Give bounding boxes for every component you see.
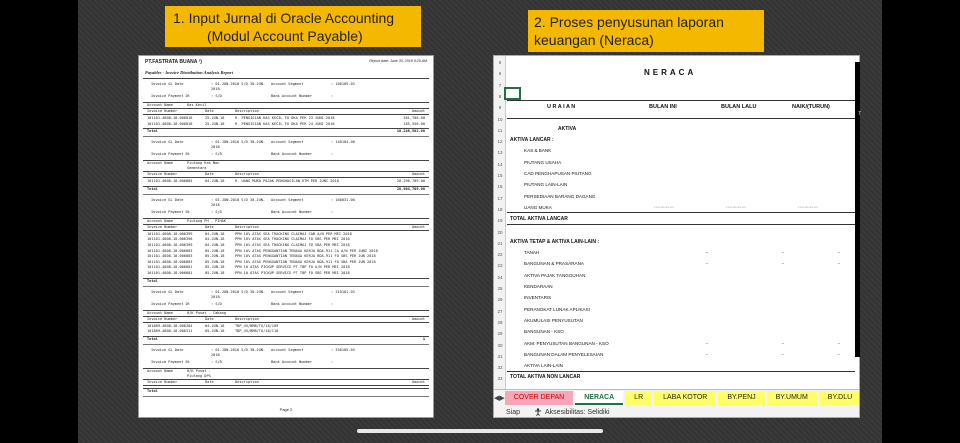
line-item[interactable]: TANAH	[524, 250, 540, 256]
account-field: Account Name	[147, 161, 173, 166]
line-item[interactable]: PIUTANG USAHA	[524, 159, 562, 165]
total-amount: 1	[422, 336, 425, 341]
row-cell: 101101.4808-18.006803	[147, 259, 193, 264]
meta-field: : 160031.00	[331, 197, 355, 202]
accessibility-status[interactable]	[534, 408, 610, 416]
row-number[interactable]: 24	[497, 274, 503, 280]
row-cell: 04-JUN-18	[205, 237, 225, 242]
row-cell: R. PENGISIAN KAS KECIL FO DKA PER 24 JUNI 2018	[235, 121, 335, 126]
total-amount: 28,904,709.00	[396, 186, 425, 191]
row-cell	[385, 271, 425, 276]
account-field: Account Name	[147, 310, 173, 315]
column-label: Invoice Number	[147, 172, 178, 177]
column-label: Amount	[412, 172, 425, 177]
caption-right-line2: keuangan (Neraca)	[534, 32, 654, 48]
row-cell	[385, 324, 425, 329]
selected-cell[interactable]	[504, 87, 521, 100]
meta-field: Invoice Payment Dt	[151, 209, 190, 214]
row-cell: 05-JUN-18	[205, 265, 225, 270]
row-cell: TBP_45/BMB/TU/18/109	[235, 323, 279, 328]
row-cell: 04-JUN-18	[205, 242, 225, 247]
account-field	[227, 103, 307, 108]
account-field	[227, 369, 307, 379]
line-item[interactable]: PIUTANG LAIN-LAIN	[524, 182, 568, 188]
row-number[interactable]: 32	[497, 365, 503, 371]
value-naik-turun: x,xxx,xxx,xxx,xxx	[798, 205, 818, 209]
meta-field: Invoice GL Date	[151, 82, 184, 86]
header-uraian: U R A I A N	[547, 104, 576, 110]
page-number: Page 2	[279, 407, 293, 412]
sheet-title: NERACA	[644, 68, 697, 77]
table-row	[143, 243, 429, 248]
invoice-meta	[143, 289, 429, 301]
row-number[interactable]: 8	[498, 93, 502, 99]
invoice-meta	[143, 347, 429, 359]
account-field: H/K Pusat - Piutang DPS	[187, 368, 211, 378]
account-field	[307, 369, 425, 379]
sheet-tab[interactable]: NERACA	[575, 391, 623, 405]
window-edge	[855, 62, 860, 357]
column-label: Date	[205, 109, 214, 113]
account-field	[307, 103, 425, 108]
line-item[interactable]: AKM. PENYUSUTAN BANGUNAN - KSO	[524, 340, 609, 346]
row-number[interactable]: 17	[497, 195, 503, 201]
invoice-meta-2	[143, 151, 429, 158]
row-cell: 25-JUN-18	[205, 121, 225, 126]
accessibility-icon	[534, 408, 542, 416]
meta-field: Invoice Payment Dt	[151, 152, 190, 157]
row-number[interactable]: 23	[497, 263, 503, 269]
meta-field: : S/D	[211, 94, 222, 98]
meta-field: Invoice GL Date	[151, 140, 184, 145]
row-number[interactable]: 12	[497, 139, 503, 145]
meta-field: : 01-JUN-2018 S/D 30-JUN-2018	[211, 82, 266, 91]
dash-value: -	[782, 250, 784, 257]
invoice-block	[143, 289, 429, 345]
line-item[interactable]: KENDARAAN	[524, 284, 553, 289]
value-bulan-lalu: x,xxx,xxx,xxx,xxx	[726, 205, 746, 209]
row-cell: 101101.4808-18.006818	[147, 116, 193, 120]
row-cell: 05-JUN-18	[205, 254, 225, 259]
status-ready: Siap	[506, 408, 521, 416]
row-cell: PPN 10% ATAS PENGGANTIAN TENAGA KERJA BOA-911 FO SBS PER JUN 2018	[235, 254, 376, 259]
row-cell: R. PENGISIAN KAS KECIL FO DKA PER 23 JUNI 2018	[235, 116, 335, 120]
caption-oracle-input	[165, 6, 421, 47]
table-row	[143, 265, 429, 270]
row-number[interactable]: 9	[498, 105, 502, 111]
meta-field: : 01-JUN-2018 S/D 30-JUN-2018	[211, 140, 266, 150]
invoice-block	[143, 81, 429, 137]
tab-scroll-right-icon[interactable]: ▶	[499, 394, 505, 402]
caption-left-line2: (Modul Account Payable)	[207, 28, 363, 44]
line-item[interactable]: AKTIVA PAJAK TANGGUHAN	[524, 272, 586, 278]
meta-field: Invoice Payment Dt	[151, 301, 190, 306]
invoice-block	[143, 139, 429, 195]
line-item[interactable]: BANGUNAN DALAM PENYELESAIAN	[524, 351, 604, 357]
table-row	[143, 179, 429, 184]
account-field	[307, 161, 425, 171]
header-bulan-lalu: BULAN LALU	[721, 104, 757, 110]
account-header	[143, 368, 429, 380]
meta-field: Invoice GL Date	[151, 197, 184, 202]
column-label: Description	[235, 172, 259, 177]
account-field: Piutang PH - PIHAK	[187, 218, 226, 223]
account-field: Account Name	[147, 103, 173, 107]
row-cell: 101101.4808-18.006399	[147, 231, 193, 236]
meta-field: Invoice GL Date	[151, 289, 184, 294]
row-cell: 05-JUN-18	[205, 270, 225, 275]
meta-field: Bank Account Number	[271, 152, 313, 157]
account-header	[143, 102, 429, 109]
column-header	[143, 172, 429, 178]
row-cell	[385, 243, 425, 248]
row-cell: 04-JUN-18	[205, 323, 225, 328]
column-label: Invoice Number	[147, 109, 178, 113]
row-cell: 05-JUN-18	[205, 248, 225, 253]
row-number[interactable]: 14	[497, 161, 503, 167]
header-rule-bottom	[507, 118, 855, 119]
row-cell	[385, 260, 425, 265]
row-cell: 185,556.00	[403, 121, 425, 126]
row-number[interactable]: 33	[497, 376, 503, 382]
meta-field: : S/D	[211, 209, 222, 214]
row-number[interactable]: 11	[497, 127, 503, 133]
sheet-tab[interactable]: BY.UMUM	[767, 391, 817, 405]
column-label: Date	[205, 172, 214, 177]
report-timestamp: Report date: June 30, 2018 9:29 AM	[369, 59, 427, 63]
row-cell	[385, 232, 425, 237]
row-cell: PPN 10 ATAS PICKUP SERVICE PT TBP FO SBS PER MEI 2018	[235, 270, 350, 275]
row-number[interactable]: 31	[497, 353, 503, 359]
meta-field: : S/D	[211, 359, 222, 364]
total-lancar-rule-2	[507, 224, 855, 225]
dash-value: -	[838, 340, 840, 347]
invoice-total: Total 28,904,709.00	[143, 186, 429, 192]
meta-field: : S/D	[211, 301, 222, 306]
account-field: Kas Kecil	[187, 103, 207, 107]
row-cell: 28,296,709.00	[396, 179, 425, 184]
meta-field: Invoice Payment Dt	[151, 359, 190, 364]
row-number[interactable]: 5	[498, 60, 502, 65]
row-cell: 101101.4808-18.006805	[147, 179, 193, 184]
row-cell: PPN 10% ATAS SEA TRACKING CLAIMAJ FO SBS PER MEI 2018	[235, 237, 350, 242]
table-row	[143, 122, 429, 127]
row-number[interactable]: 10	[497, 116, 503, 122]
invoice-total: Total	[143, 388, 429, 394]
row-number[interactable]: 28	[497, 319, 503, 325]
dash-value: -	[706, 250, 708, 257]
row-number[interactable]: 13	[497, 150, 503, 156]
table-row	[143, 329, 429, 334]
column-header	[143, 225, 429, 231]
meta-field: Invoice GL Date	[151, 347, 184, 352]
dash-value: -	[838, 250, 840, 257]
column-label: Description	[235, 109, 259, 113]
dash-value: -	[782, 351, 784, 358]
row-cell: PPN 10% ATAS SEA TRACKING CLAIMAJ FO SBA PER MEI 2018	[235, 242, 350, 247]
account-header	[143, 310, 429, 317]
row-cell: 101101.4808-18.006803	[147, 248, 193, 253]
invoice-meta	[143, 81, 429, 93]
account-header	[143, 218, 429, 225]
column-label: Date	[205, 316, 214, 321]
oracle-report-document	[138, 55, 434, 418]
column-header	[143, 380, 429, 386]
edge-digit: 7	[858, 111, 861, 117]
aktiva-heading: AKTIVA	[558, 125, 577, 132]
row-cell: 101101.4808-18.006818	[147, 121, 193, 126]
sheet-tab[interactable]: COVER DEPAN	[505, 391, 573, 405]
row-cell: 05-JUN-18	[205, 259, 225, 264]
meta-field: : 100105.03	[331, 82, 355, 86]
row-cell: 101809.4808-18.006311	[147, 329, 193, 334]
meta-field: : S/D	[211, 152, 222, 157]
column-label: Amount	[412, 224, 425, 229]
account-header	[143, 160, 429, 172]
row-cell: 101101.4808-18.006803	[147, 254, 193, 259]
meta-field: : 01-JUN-2018 S/D 30-JUN-2018	[211, 197, 266, 207]
line-item[interactable]: BANGUNAN & PRASARANA	[524, 261, 584, 267]
line-item[interactable]: AKUMULASI PENYUSUTAN	[524, 317, 583, 323]
meta-field: Account Segment	[271, 289, 304, 294]
row-cell: PPN 10% ATAS SEA TRACKING CLAIMAJ CAB A/N PER MEI 2018	[235, 231, 352, 236]
meta-field: Bank Account Number	[271, 301, 313, 306]
meta-field: Bank Account Number	[271, 359, 313, 364]
account-field: Account Name	[147, 368, 173, 373]
meta-field: Bank Account Number	[271, 94, 313, 98]
line-item[interactable]: BANGUNAN - KSO	[524, 329, 564, 335]
report-title: Payables - Invoice Distribution Analysis Report	[145, 70, 233, 75]
account-field	[307, 219, 425, 224]
column-label: Amount	[412, 379, 425, 384]
meta-field: : 01-JUN-2018 S/D 30-JUN-2018	[211, 347, 266, 357]
table-row	[143, 237, 429, 242]
tab-scroll-left-icon[interactable]: ◀	[494, 394, 500, 402]
column-label: Description	[235, 379, 259, 384]
dash-value: -	[838, 261, 840, 268]
aktiva-lancar-heading: AKTIVA LANCAR :	[510, 137, 554, 144]
line-item[interactable]: KAS & BANK	[524, 148, 552, 154]
column-label: Invoice Number	[147, 224, 178, 229]
meta-field: : 310101.03	[331, 289, 355, 294]
column-label: Description	[235, 316, 259, 321]
account-field: Account Name	[147, 218, 173, 223]
account-field	[307, 311, 425, 316]
meta-field: Account Segment	[271, 347, 304, 352]
invoice-total: Total 1	[143, 336, 429, 342]
meta-field: : 140104.00	[331, 140, 355, 145]
row-cell: 04-JUN-18	[205, 231, 225, 236]
table-row	[143, 260, 429, 265]
row-cell	[385, 329, 425, 334]
row-number[interactable]: 7	[498, 82, 502, 88]
invoice-total: Total	[143, 278, 429, 284]
row-number[interactable]: 15	[497, 173, 503, 178]
row-number[interactable]: 20	[497, 229, 503, 235]
video-progress-bar[interactable]	[357, 429, 603, 433]
total-aktiva-non-lancar: TOTAL AKTIVA NON LANCAR	[510, 374, 581, 381]
row-number[interactable]: 18	[497, 206, 503, 212]
meta-field: : 01-JUN-2018 S/D 30-JUN-2018	[211, 289, 266, 299]
dash-value: -	[838, 351, 840, 358]
invoice-meta-2	[143, 359, 429, 366]
column-label: Invoice Number	[147, 316, 178, 321]
account-field	[227, 161, 307, 171]
meta-field: :	[331, 152, 334, 157]
row-number[interactable]: 30	[497, 342, 503, 348]
total-amount: 10,248,502.00	[396, 129, 425, 134]
row-number[interactable]: 25	[497, 286, 503, 291]
account-field: H/K Pusat - Cabang	[187, 310, 226, 315]
column-label: Amount	[412, 109, 425, 113]
sheet-tab[interactable]: BY.DLU	[819, 391, 860, 405]
row-cell: 101101.4808-18.006801	[147, 270, 193, 275]
sheet-tab[interactable]: BY.PENJ	[718, 391, 764, 405]
report-body	[139, 81, 433, 397]
invoice-total: Total 10,248,502.00	[143, 128, 429, 134]
dash-value: -	[706, 261, 708, 268]
row-cell: PPN 10% ATAS PENGGANTIAN TENAGA KERJA BOA-911 FO SBA PER JUN 2018	[235, 259, 376, 264]
row-cell: 04-JUN-18	[205, 179, 225, 184]
company-name: PT.FASTRATA BUANA ¹)	[145, 59, 202, 65]
accessibility-label: Aksesibilitas: Selidiki	[545, 408, 610, 416]
invoice-block	[143, 347, 429, 397]
account-field	[227, 311, 307, 316]
line-item[interactable]: AKTIVA LAIN-LAIN	[524, 363, 563, 369]
meta-field: Account Segment	[271, 197, 304, 202]
meta-field: Account Segment	[271, 140, 304, 145]
line-item[interactable]: INVENTARIS	[524, 295, 552, 301]
dash-value: -	[706, 351, 708, 358]
row-number[interactable]: 27	[497, 308, 503, 314]
dash-value: -	[782, 261, 784, 268]
table-row	[143, 232, 429, 237]
line-item[interactable]: PERANGKAT LUNAK APLIKASI	[524, 306, 590, 312]
meta-field: :	[331, 94, 334, 98]
table-row	[143, 271, 429, 276]
row-cell	[385, 265, 425, 270]
neraca-spreadsheet[interactable]	[493, 55, 860, 418]
status-bar	[494, 405, 859, 418]
table-row	[143, 324, 429, 329]
row-number[interactable]: 16	[497, 184, 503, 190]
header-rule-top	[507, 100, 855, 101]
dash-value: -	[782, 340, 784, 347]
invoice-meta-2	[143, 209, 429, 216]
caption-neraca-process	[528, 10, 764, 52]
table-row	[143, 116, 429, 121]
meta-field: Bank Account Number	[271, 209, 313, 214]
meta-field: Invoice Payment Dt	[151, 94, 190, 98]
caption-left-line1: 1. Input Jurnal di Oracle Accounting	[173, 10, 395, 26]
invoice-meta	[143, 139, 429, 151]
row-cell: 101809.4808-18.006284	[147, 323, 193, 328]
row-cell: 281,708.00	[403, 116, 425, 120]
meta-field: :	[331, 209, 334, 214]
meta-field: Account Segment	[271, 82, 304, 86]
column-label: Description	[235, 224, 259, 229]
row-cell	[385, 237, 425, 242]
column-label: Invoice Number	[147, 379, 178, 384]
row-cell	[385, 254, 425, 259]
row-number[interactable]: 21	[497, 240, 503, 246]
total-lancar-rule	[507, 212, 855, 213]
row-cell: PPN 10 ATAS PICKUP SERVICE PT TBP FO A/N PER MEI 2018	[235, 265, 350, 270]
column-label: Date	[205, 224, 214, 229]
column-label: Amount	[412, 316, 425, 321]
row-cell: TBP_45/BMB/TU/18/110	[235, 329, 279, 334]
column-header	[143, 109, 429, 115]
meta-field: :	[331, 359, 334, 364]
total-tetap-rule	[507, 371, 855, 372]
line-item[interactable]: PERSEDIAAN BARANG DAGANG	[524, 193, 596, 199]
table-row	[143, 249, 429, 254]
header-bulan-ini: BULAN INI	[649, 104, 677, 110]
table-row	[143, 254, 429, 259]
value-bulan-ini: x,xxx,xxx,xxx,xxx	[654, 205, 674, 209]
sheet-tab[interactable]: LR	[625, 391, 652, 405]
row-number[interactable]: 19	[497, 218, 503, 224]
row-cell: 101101.4808-18.006399	[147, 242, 193, 247]
row-cell: 101101.4808-18.006398	[147, 237, 193, 242]
row-cell: 101101.4808-18.006801	[147, 265, 193, 270]
row-number[interactable]: 22	[497, 252, 503, 258]
row-cell	[385, 249, 425, 254]
row-cell: R. UANG MUKA PAJAK PENGHASILAN KTM PER JUNI 2018	[235, 179, 339, 184]
row-number[interactable]: 6	[498, 71, 502, 77]
sheet-tab[interactable]: LABA KOTOR	[654, 391, 716, 405]
invoice-meta	[143, 197, 429, 209]
meta-field: : 330105.03	[331, 347, 355, 352]
row-cell: PPN 10% ATAS PENGGANTIAN TENAGA KERJA BOA-911 CA A/N PER JUNI 2018	[235, 248, 378, 253]
aktiva-tetap-heading: AKTIVA TETAP & AKTIVA LAIN-LAIN :	[510, 238, 600, 245]
total-aktiva-lancar: TOTAL AKTIVA LANCAR	[510, 216, 568, 223]
row-number[interactable]: 29	[497, 331, 503, 337]
invoice-meta-2	[143, 301, 429, 308]
row-number[interactable]: 26	[497, 297, 503, 303]
account-field	[227, 219, 307, 224]
invoice-meta-2	[143, 93, 429, 100]
line-item[interactable]: UANG MUKA	[524, 204, 552, 210]
header-naik-turun: NAIK/(TURUN)	[792, 104, 830, 110]
column-header	[143, 317, 429, 323]
divider	[143, 78, 429, 79]
caption-right-line1: 2. Proses penyusunan laporan	[534, 14, 724, 30]
row-cell: 05-JUN-18	[205, 329, 225, 334]
column-label: Date	[205, 379, 214, 384]
row-cell: 25-JUN-18	[205, 116, 225, 120]
meta-field: :	[331, 301, 334, 306]
dash-value: -	[706, 340, 708, 347]
sheet-tab-bar	[494, 389, 859, 405]
line-item[interactable]: CAD PENGHAPUSAN PIUTANG	[524, 171, 592, 176]
account-field: Piutang Kas Non Sementara	[187, 161, 220, 171]
invoice-block	[143, 197, 429, 287]
row-header-column[interactable]	[494, 56, 506, 389]
